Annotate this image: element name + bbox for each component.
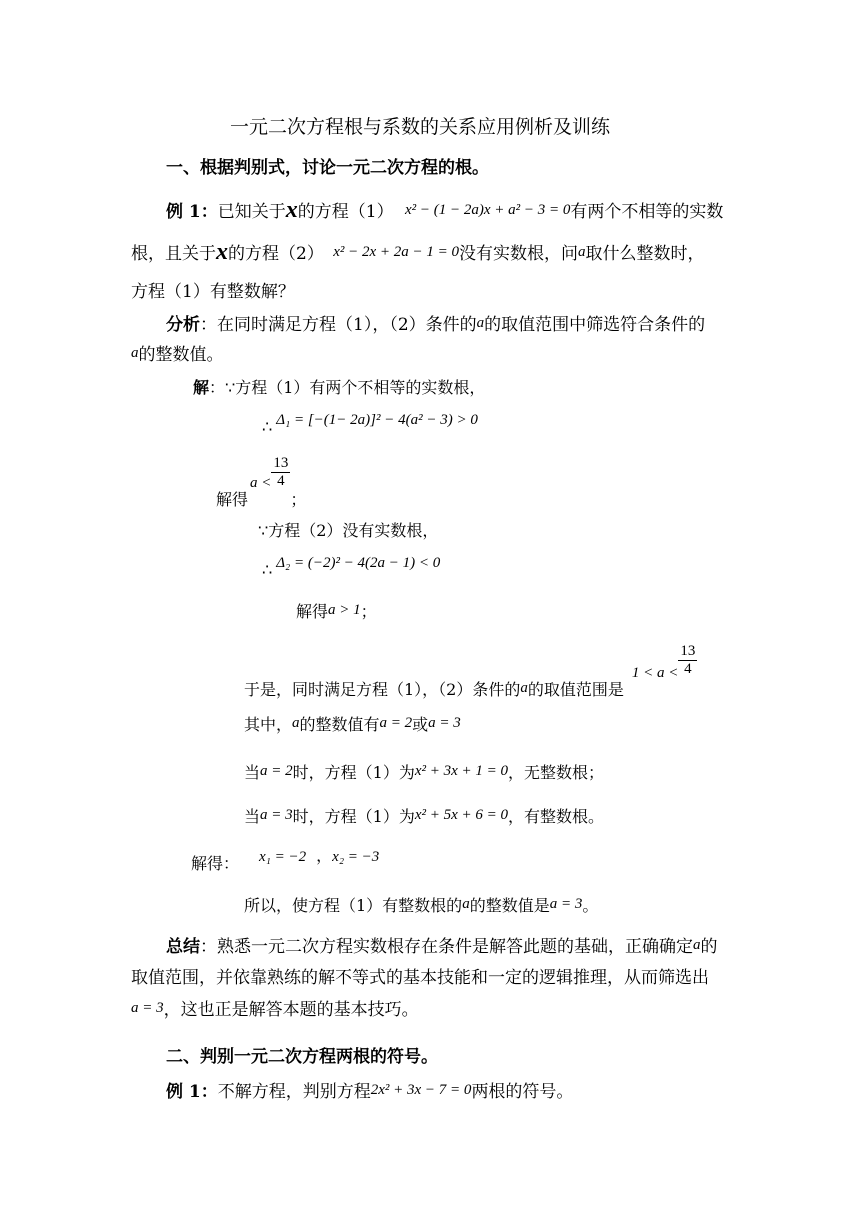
fraction-13-4: $\frac{13}{4}$ [273, 455, 289, 490]
analysis-line-2: a的整数值。 [131, 345, 224, 365]
equation-3: 2x² + 3x − 7 = 0 [370, 1082, 472, 1098]
var-x: x [216, 239, 228, 265]
example-label: 例 1： [166, 202, 218, 222]
ineq1-line: 解得a < $\frac{13}{4}$ ； [216, 455, 307, 510]
var-a: a [578, 244, 586, 260]
example2-line: 例 1：不解方程，判别方程2x² + 3x − 7 = 0两根的符号。 [166, 1082, 574, 1102]
delta1-line: ∴ Δ₁ = [−(1− 2a)]² − 4(a² − 3) > 0 [262, 412, 478, 436]
solution-label: 解 [193, 378, 210, 397]
var-a: a [476, 315, 485, 331]
var-a: a [131, 345, 139, 361]
var-x: x [285, 197, 298, 223]
section-heading-1: 一、根据判别式，讨论一元二次方程的根。 [166, 158, 489, 178]
equation-2: x² − 2x + 2a − 1 = 0 [333, 244, 460, 260]
delta-2-inequality: Δ₂ = (−2)² − 4(2a − 1) < 0 [276, 555, 441, 571]
example1-line-1: 例 1：已知关于x的方程（1） x² − (1 − 2a)x + a² − 3 = 0有两个不相等的实数 [166, 197, 724, 223]
example1-line-2: 根，且关于x的方程（2） x² − 2x + 2a − 1 = 0没有实数根，问a取什么整数时， [131, 239, 705, 265]
summary-label: 总结 [166, 937, 200, 957]
case-a2-line: 当a = 2时，方程（1）为x² + 3x + 1 = 0，无整数根； [244, 763, 605, 782]
solution-line-2: ∵方程（2）没有实数根， [258, 521, 439, 540]
analysis-line-1: 分析：在同时满足方程（1），（2）条件的a的取值范围中筛选符合条件的 [166, 315, 706, 335]
summary-line-3: a = 3，这也正是解答本题的基本技巧。 [131, 1000, 419, 1020]
roots-line: 解得： x₁ = −2 ，x₂ = −3 [191, 846, 380, 873]
page-title: 一元二次方程根与系数的关系应用例析及训练 [230, 116, 611, 138]
range-line: 于是，同时满足方程（1），（2）条件的a的取值范围是1 < a < $\frac{13}{4}$ [244, 643, 696, 700]
conclusion-line: 所以，使方程（1）有整数根的a的整数值是a = 3。 [244, 896, 599, 915]
integer-values-line: 其中，a的整数值有a = 2或a = 3 [244, 715, 461, 734]
delta2-line: ∴ Δ₂ = (−2)² − 4(2a − 1) < 0 [262, 555, 441, 579]
summary-line-1: 总结：熟悉一元二次方程实数根存在条件是解答此题的基础，正确确定a的 [166, 937, 718, 957]
section-heading-2: 二、判别一元二次方程两根的符号。 [166, 1047, 438, 1067]
equation-1: x² − (1 − 2a)x + a² − 3 = 0 [404, 202, 571, 218]
example1-line-3: 方程（1）有整数解？ [131, 282, 295, 302]
summary-line-2: 取值范围，并依靠熟练的解不等式的基本技能和一定的逻辑推理，从而筛选出 [131, 968, 709, 988]
ineq2-line: 解得a > 1； [296, 602, 377, 621]
solution-line-1: 解：∵方程（1）有两个不相等的实数根， [193, 378, 486, 397]
delta-1-inequality: Δ₁ = [−(1− 2a)]² − 4(a² − 3) > 0 [276, 412, 478, 428]
analysis-label: 分析 [166, 315, 200, 335]
case-a3-line: 当a = 3时，方程（1）为x² + 5x + 6 = 0，有整数根。 [244, 807, 605, 826]
fraction-13-4: $\frac{13}{4}$ [680, 643, 696, 678]
example-label: 例 1： [166, 1082, 218, 1102]
